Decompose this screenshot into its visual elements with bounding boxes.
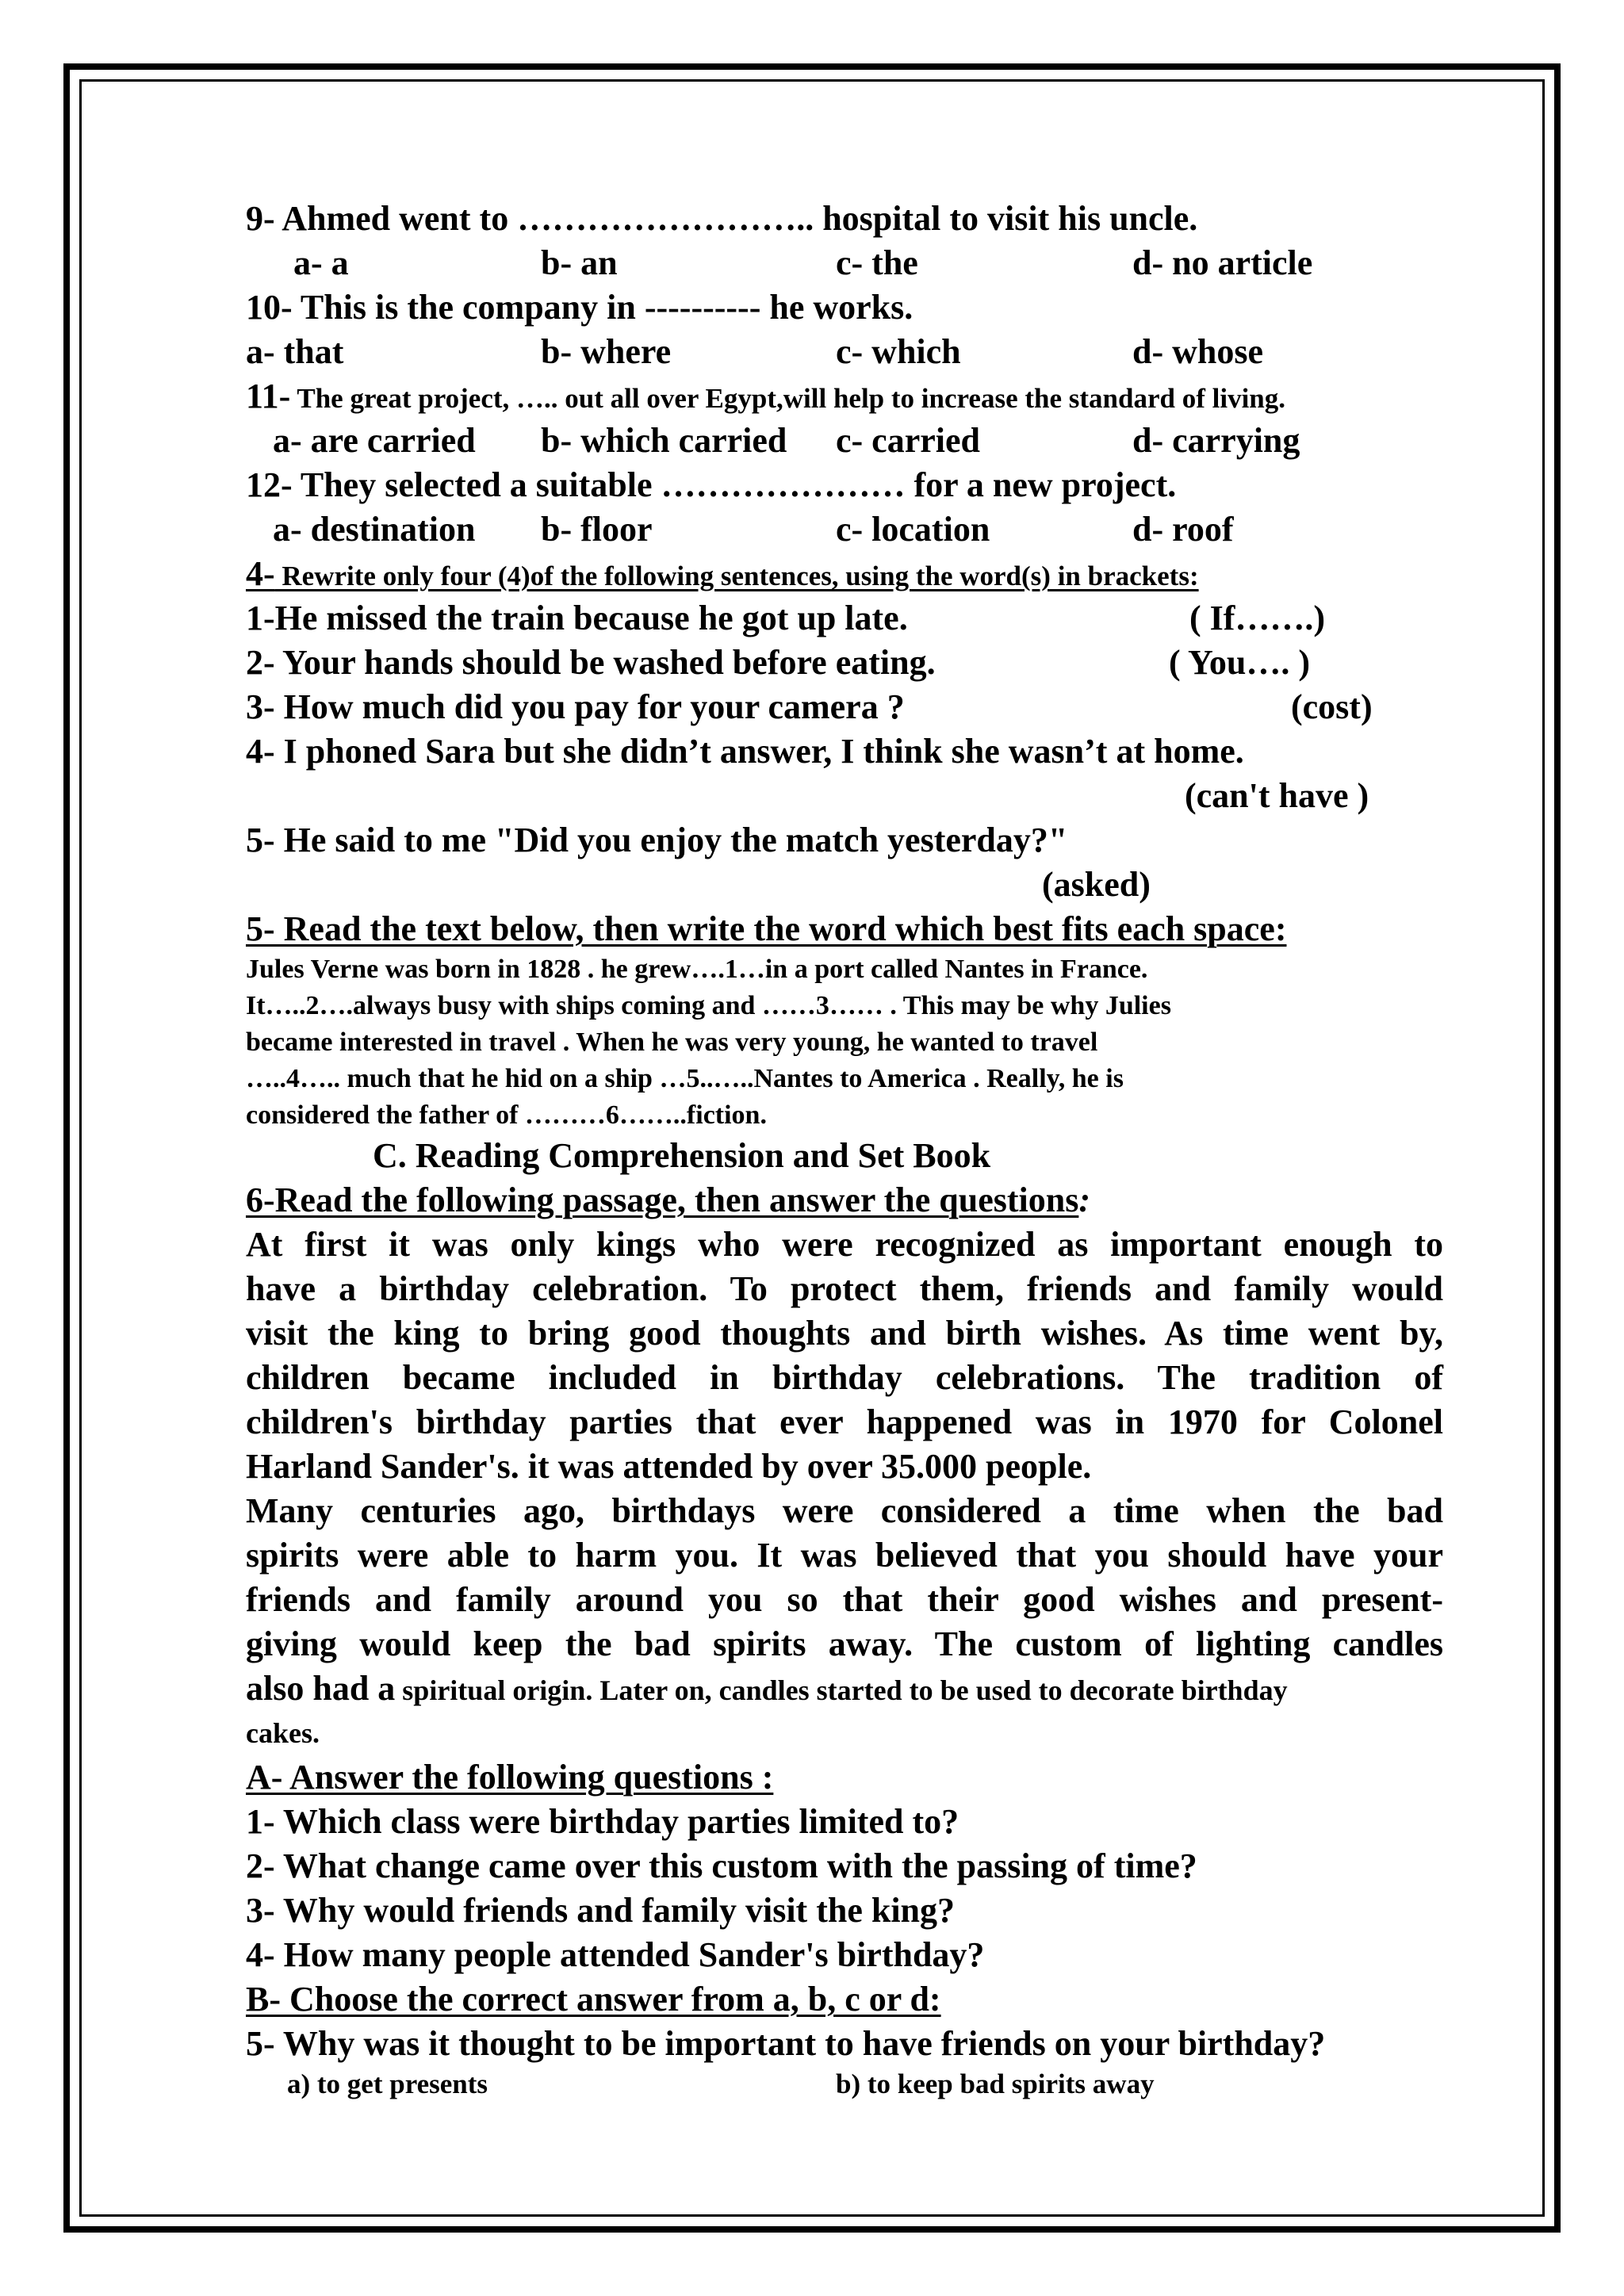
cloze-line-4: …..4….. much that he hid on a ship …5..…..Nantes to America . Really, he is (246, 1064, 1124, 1093)
question-12-options (246, 507, 1443, 552)
option-a: a) to get presents (287, 2068, 488, 2099)
option-a: a- are carried (273, 421, 476, 460)
passage-line-mixed (246, 1667, 1443, 1711)
question-10: 10- This is the company in ---------- he works. (246, 288, 914, 327)
passage-line: children became included in birthday celebrations. The tradition of (246, 1358, 1443, 1397)
question-12: 12- They selected a suitable ………………… for a new project. (246, 465, 1177, 504)
rewrite-item-2 (246, 641, 1443, 685)
section-4-heading (246, 552, 1443, 596)
section-5-instructions: 5- Read the text below, then write the word which best fits each space: (246, 909, 1287, 948)
part-a-question-4: 4- How many people attended Sander's birthday? (246, 1935, 985, 1974)
option-c: c- the (836, 243, 918, 282)
rewrite-hint: (asked) (1042, 865, 1151, 904)
part-a-question-2: 2- What change came over this custom with the passing of time? (246, 1846, 1197, 1885)
option-c: c- which (836, 332, 961, 371)
section-4-instructions: Rewrite only four (4)of the following sentences, using the word(s) in brackets: (274, 561, 1199, 591)
passage-line: have a birthday celebration. To protect them, friends and family would (246, 1269, 1443, 1308)
option-a: a- a (293, 243, 349, 282)
option-c: c- carried (836, 421, 980, 460)
option-a: a- that (246, 332, 344, 371)
rewrite-hint: (can't have ) (1185, 776, 1369, 815)
question-11-number: 11- (246, 377, 291, 415)
option-b: b- floor (541, 510, 653, 549)
rewrite-item-4: 4- I phoned Sara but she didn’t answer, I think she wasn’t at home. (246, 732, 1244, 771)
question-10-options (246, 330, 1443, 374)
rewrite-item-5-hint-line (246, 863, 1443, 907)
option-d: d- roof (1132, 510, 1234, 549)
section-4-number: 4- (246, 554, 275, 593)
rewrite-hint: ( If…….) (1189, 599, 1326, 637)
option-a: a- destination (273, 510, 476, 549)
option-b: b- where (541, 332, 672, 371)
section-c-title: C. Reading Comprehension and Set Book (373, 1136, 991, 1175)
option-b: b) to keep bad spirits away (836, 2068, 1155, 2099)
part-a-question-1: 1- Which class were birthday parties limited to? (246, 1802, 959, 1841)
passage-line: Many centuries ago, birthdays were considered a time when the bad (246, 1491, 1443, 1530)
cloze-line-3: became interested in travel . When he was very young, he wanted to travel (246, 1027, 1098, 1057)
passage-line: giving would keep the bad spirits away. The custom of lighting candles (246, 1624, 1443, 1663)
rewrite-sentence: 2- Your hands should be washed before eating. (246, 643, 936, 682)
part-b-heading (246, 1977, 1443, 2022)
worksheet-content (246, 197, 1443, 2103)
part-b-instructions: B- Choose the correct answer from a, b, c or d: (246, 1980, 941, 2019)
passage-fragment-small: spiritual origin. Later on, candles started to be used to decorate birthday (395, 1674, 1288, 1706)
rewrite-item-5: 5- He said to me "Did you enjoy the match yesterday?" (246, 821, 1068, 859)
option-d: d- no article (1132, 243, 1313, 282)
question-9-options (246, 241, 1443, 285)
rewrite-item-1 (246, 596, 1443, 641)
rewrite-hint: ( You…. ) (1169, 643, 1311, 682)
section-5-heading (246, 907, 1443, 951)
rewrite-sentence: 3- How much did you pay for your camera ? (246, 687, 905, 726)
section-6-instructions: 6-Read the following passage, then answer the questions (246, 1181, 1079, 1219)
rewrite-hint: (cost) (1291, 687, 1373, 726)
part-b-options (246, 2066, 1443, 2103)
question-11-options (246, 419, 1443, 463)
passage-line: visit the king to bring good thoughts and birth wishes. As time went by, (246, 1314, 1443, 1353)
section-6-heading (246, 1178, 1443, 1223)
rewrite-item-4-hint-line (246, 774, 1443, 818)
option-b: b- an (541, 243, 618, 282)
option-c: c- location (836, 510, 990, 549)
part-a-heading (246, 1755, 1443, 1800)
passage-line: At first it was only kings who were recognized as important enough to (246, 1225, 1443, 1264)
rewrite-item-3 (246, 685, 1443, 729)
question-11 (246, 374, 1443, 419)
passage-fragment-large: also had a (246, 1669, 396, 1708)
part-a-question-3: 3- Why would friends and family visit the king? (246, 1891, 956, 1930)
passage-line: cakes. (246, 1717, 320, 1749)
question-11-stem: The great project, ….. out all over Egypt,will help to increase the standard of living. (290, 383, 1286, 414)
passage-line: Harland Sander's. it was attended by over 35.000 people. (246, 1447, 1092, 1486)
passage-line: spirits were able to harm you. It was believed that you should have your (246, 1536, 1443, 1575)
cloze-line-1: Jules Verne was born in 1828 . he grew….1…in a port called Nantes in France. (246, 955, 1148, 984)
rewrite-sentence: 1-He missed the train because he got up late. (246, 599, 908, 637)
part-a-instructions: A- Answer the following questions : (246, 1758, 774, 1797)
question-9: 9- Ahmed went to …………………….. hospital to visit his uncle. (246, 199, 1198, 238)
passage-line: children's birthday parties that ever happened was in 1970 for Colonel (246, 1402, 1443, 1441)
part-b-question-5: 5- Why was it thought to be important to have friends on your birthday? (246, 2024, 1326, 2063)
option-d: d- whose (1132, 332, 1264, 371)
section-6-colon: : (1078, 1181, 1091, 1219)
cloze-line-5: considered the father of ………6……..fiction. (246, 1100, 767, 1130)
option-d: d- carrying (1132, 421, 1300, 460)
option-b: b- which carried (541, 421, 787, 460)
passage-line: friends and family around you so that their good wishes and present- (246, 1580, 1443, 1619)
cloze-line-2: It…..2….always busy with ships coming and ……3…… . This may be why Julies (246, 991, 1171, 1020)
